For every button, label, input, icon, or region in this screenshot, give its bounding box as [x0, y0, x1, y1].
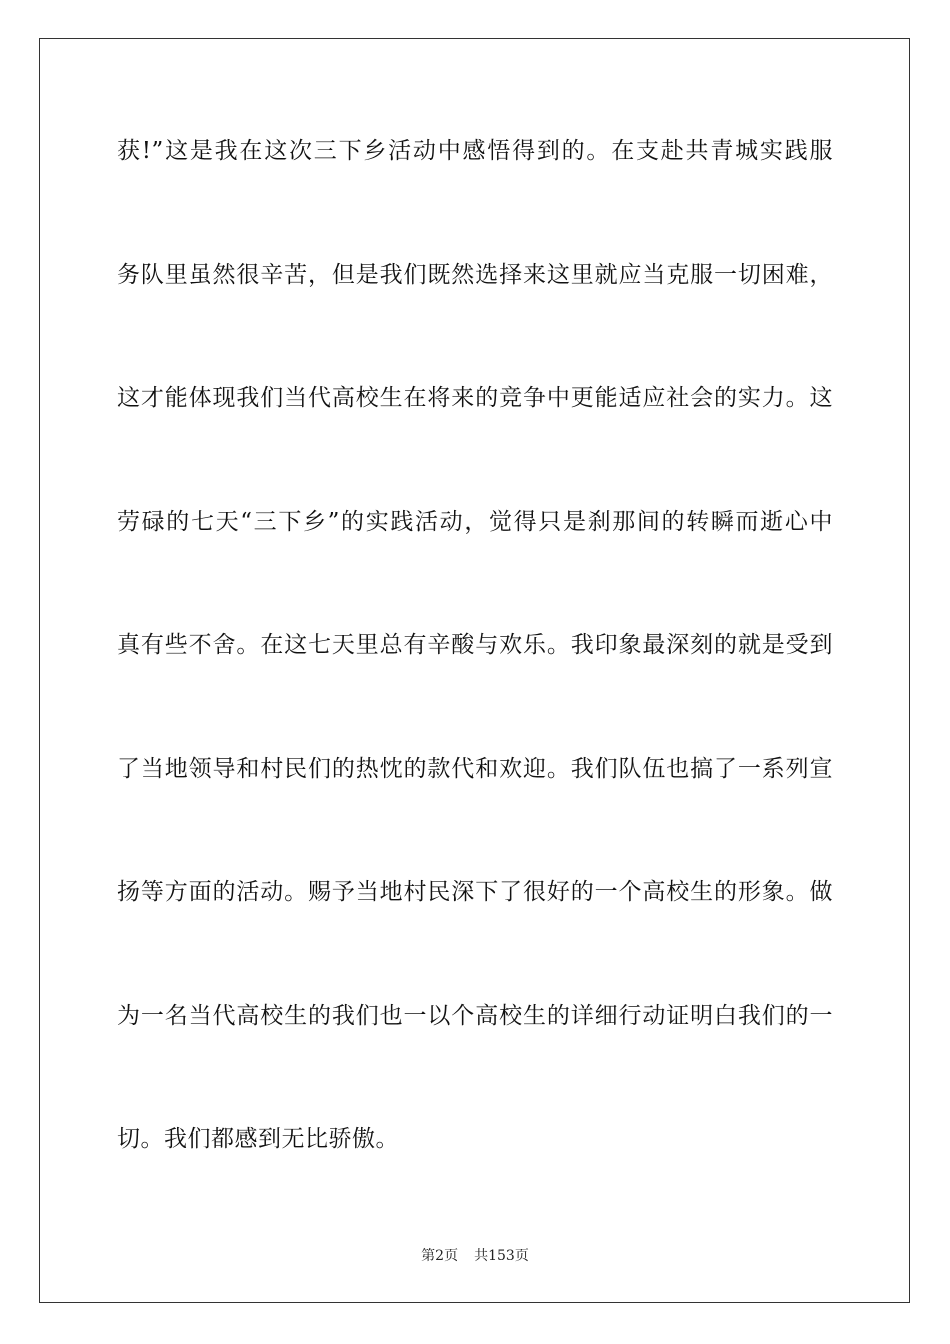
text-line-7: 扬等方面的活动。赐予当地村民深下了很好的一个高校生的形象。做 [117, 879, 833, 905]
document-body [117, 128, 833, 1240]
text-line-2: 务队里虽然很辛苦，但是我们既然选择来这里就应当克服一切困难， [117, 261, 833, 288]
page-footer [0, 1246, 950, 1266]
text-line-8: 为一名当代高校生的我们也一以个高校生的详细行动证明白我们的一 [117, 1002, 833, 1029]
text-line-3: 这才能体现我们当代高校生在将来的竞争中更能适应社会的实力。这 [117, 385, 833, 411]
text-line-9: 切。我们都感到无比骄傲。 [117, 1126, 399, 1152]
page-total: 共153页 [474, 1248, 529, 1264]
text-line-1: 获!”这是我在这次三下乡活动中感悟得到的。在支赴共青城实践服 [117, 138, 833, 164]
page-number: 第2页 [421, 1248, 459, 1264]
text-line-4: 劳碌的七天“三下乡”的实践活动，觉得只是刹那间的转瞬而逝心中 [117, 508, 833, 535]
text-line-6: 了当地领导和村民们的热忱的款代和欢迎。我们队伍也搞了一系列宣 [117, 755, 833, 782]
text-line-5: 真有些不舍。在这七天里总有辛酸与欢乐。我印象最深刻的就是受到 [117, 632, 833, 658]
